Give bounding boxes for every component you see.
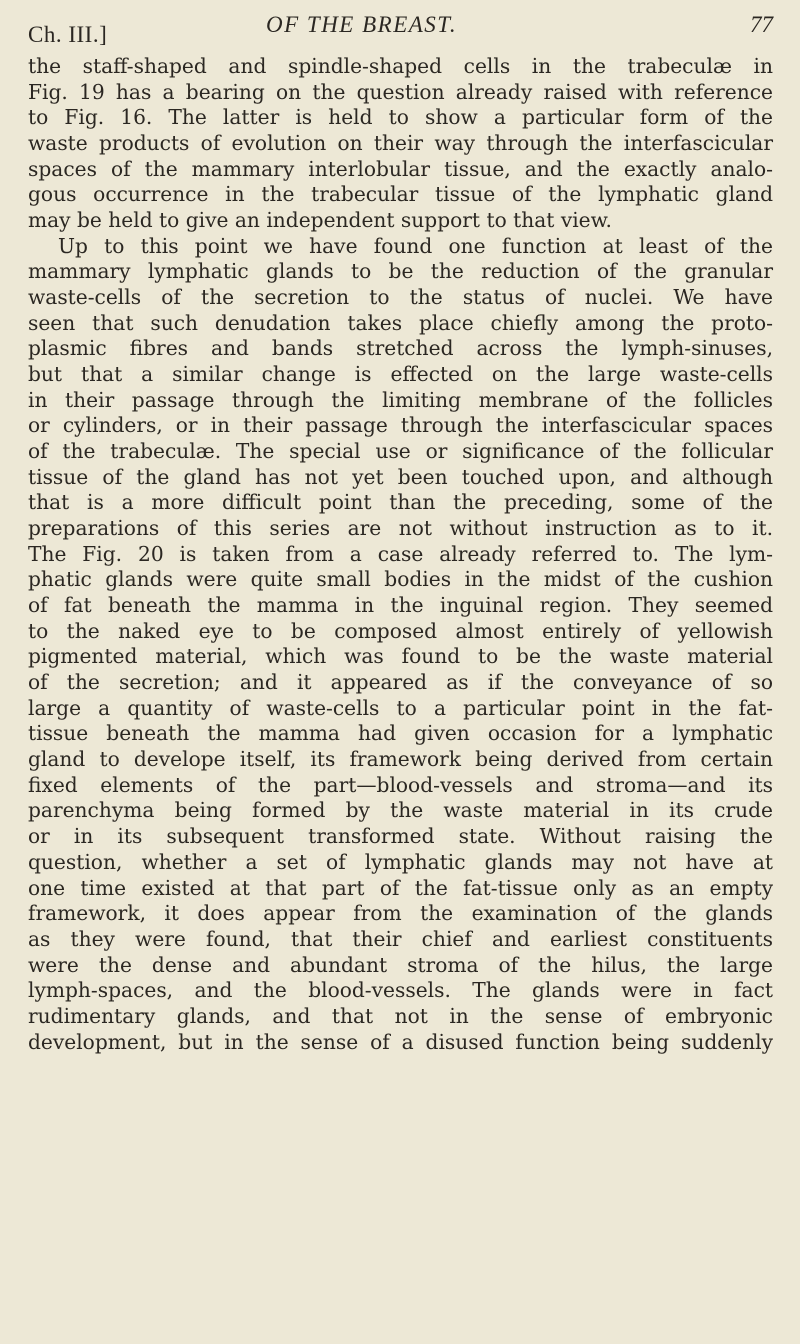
text-line: that is a more difficult point than the preceding, some of the xyxy=(28,490,773,515)
text-line: as they were found, that their chief and earliest constituents xyxy=(28,926,773,951)
text-line: framework, it does appear from the examination of the glands xyxy=(28,901,773,926)
text-line: rudimentary glands, and that not in the sense of embryonic xyxy=(28,1003,773,1028)
page-number: 77 xyxy=(750,12,773,37)
text-line: to the naked eye to be composed almost entirely of yellowish xyxy=(28,618,773,643)
running-head xyxy=(28,12,773,52)
running-title: OF THE BREAST. xyxy=(266,12,458,37)
text-line: fixed elements of the part—blood-vessels and stroma—and its xyxy=(28,772,773,797)
text-line: but that a similar change is effected on the large waste-cells xyxy=(28,362,773,387)
text-line: of fat beneath the mamma in the inguinal region. They seemed xyxy=(28,593,773,618)
text-line: of the trabeculæ. The special use or significance of the follicular xyxy=(28,439,773,464)
text-line: tissue beneath the mamma had given occasion for a lymphatic xyxy=(28,721,773,746)
text-line: parenchyma being formed by the waste material in its crude xyxy=(28,798,773,823)
paragraph-start-line: Up to this point we have found one function at least of the xyxy=(58,233,773,258)
text-line: The Fig. 20 is taken from a case already referred to. The lym- xyxy=(28,541,773,566)
text-line: lymph-spaces, and the blood-vessels. The glands were in fact xyxy=(28,978,773,1003)
text-line: one time existed at that part of the fat-tissue only as an empty xyxy=(28,875,773,900)
text-line: tissue of the gland has not yet been touched upon, and although xyxy=(28,464,773,489)
text-line: the staff-shaped and spindle-shaped cells in the trabeculæ in xyxy=(28,54,773,78)
text-line: mammary lymphatic glands to be the reduction of the granular xyxy=(28,259,773,284)
text-line: preparations of this series are not without instruction as to it. xyxy=(28,516,773,541)
text-line: to Fig. 16. The latter is held to show a particular form of the xyxy=(28,105,773,130)
text-line: plasmic fibres and bands stretched across the lymph-sinuses, xyxy=(28,336,773,361)
text-line: gland to develope itself, its framework being derived from certain xyxy=(28,747,773,772)
text-line: spaces of the mammary interlobular tissue, and the exactly analo- xyxy=(28,156,773,181)
text-line: waste-cells of the secretion to the status of nuclei. We have xyxy=(28,285,773,310)
text-line: waste products of evolution on their way through the interfascicular xyxy=(28,131,773,156)
text-line: may be held to give an independent support to that view. xyxy=(28,208,612,233)
text-line: gous occurrence in the trabecular tissue of the lymphatic gland xyxy=(28,182,773,207)
text-line: Fig. 19 has a bearing on the question already raised with reference xyxy=(28,79,773,104)
text-line: large a quantity of waste-cells to a particular point in the fat- xyxy=(28,695,773,720)
text-line: in their passage through the limiting membrane of the follicles xyxy=(28,387,773,412)
text-line: or cylinders, or in their passage through the interfascicular spaces xyxy=(28,413,773,438)
text-line: were the dense and abundant stroma of the hilus, the large xyxy=(28,952,773,977)
body-text xyxy=(28,54,773,1055)
text-line: seen that such denudation takes place chiefly among the proto- xyxy=(28,310,773,335)
text-line: phatic glands were quite small bodies in the midst of the cushion xyxy=(28,567,773,592)
text-line: pigmented material, which was found to be the waste material xyxy=(28,644,773,669)
chapter-marker: Ch. III.] xyxy=(28,22,108,47)
text-line: of the secretion; and it appeared as if the conveyance of so xyxy=(28,670,773,695)
text-line: question, whether a set of lymphatic glands may not have at xyxy=(28,849,773,874)
text-line: development, but in the sense of a disused function being suddenly xyxy=(28,1029,773,1054)
text-line: or in its subsequent transformed state. Without raising the xyxy=(28,824,773,849)
